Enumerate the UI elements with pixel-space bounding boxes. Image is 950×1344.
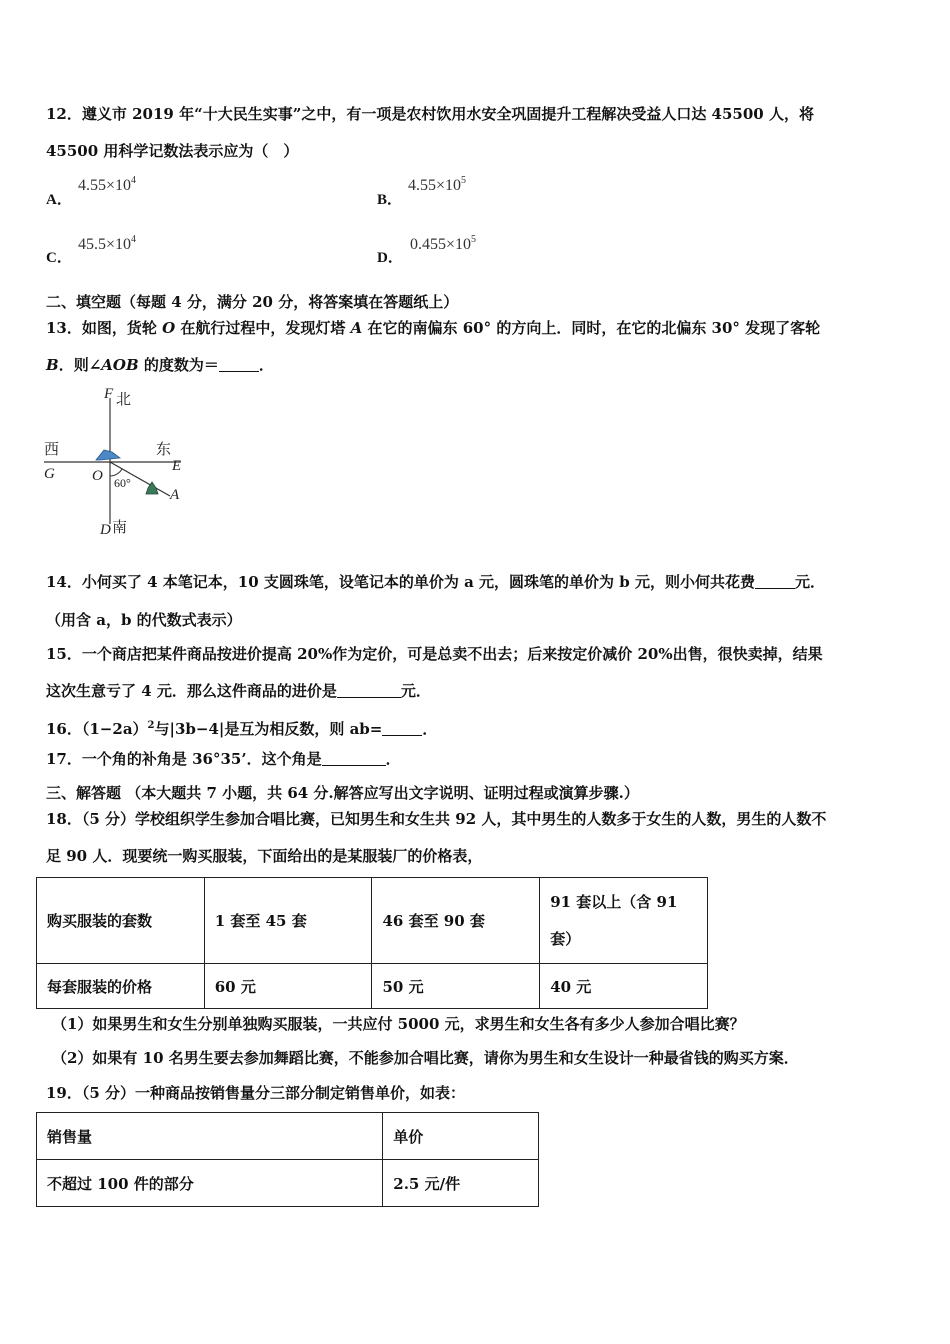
q13-line2: B．则∠AOB 的度数为＝ ． (46, 356, 274, 374)
label-E: E (172, 458, 182, 474)
q15-line2: 这次生意亏了 4 元．那么这件商品的进价是 元． (46, 682, 431, 700)
table-cell: 单价 (383, 1113, 539, 1160)
table-row (37, 1160, 539, 1207)
label-G: G (44, 466, 55, 482)
q13-line1: 13．如图，货轮 O 在航行过程中，发现灯塔 A 在它的南偏东 60° 的方向上．同时，在它的北偏东 30° 发现了客轮 (46, 319, 821, 337)
table-cell: 1 套至 45 套 (204, 878, 372, 964)
section3-heading: 三、解答题 （本大题共 7 小题，共 64 分.解答应写出文字说明、证明过程或演算步骤.） (46, 784, 639, 802)
table-cell: 60 元 (204, 964, 372, 1009)
table-cell: 每套服装的价格 (37, 964, 205, 1009)
q15-line1: 15．一个商店把某件商品按进价提高 20%作为定价，可是总卖不出去；后来按定价减价 20%出售，很快卖掉，结果 (46, 645, 823, 663)
q12-option-d-letter: D． (377, 250, 403, 266)
q18-line2: 足 90 人．现要统一购买服装，下面给出的是某服装厂的价格表， (46, 847, 483, 865)
table-cell: 46 套至 90 套 (372, 878, 540, 964)
q14-line1: 14．小何买了 4 本笔记本，10 支圆珠笔，设笔记本的单价为 a 元，圆珠笔的单价为 b 元，则小何共花费 元． (46, 573, 825, 591)
answer-blank[interactable] (337, 683, 401, 698)
q12-option-c-value: $45.5\times 10^4$ (78, 234, 137, 253)
q14-line2: （用含 a，b 的代数式表示） (46, 611, 242, 629)
answer-blank[interactable] (322, 751, 386, 766)
compass-diagram (40, 384, 200, 544)
table-row (37, 878, 708, 964)
q19-price-table (36, 1112, 539, 1207)
label-O: O (92, 468, 103, 484)
q16-line: 16．$(1-2a)^2$与|3b−4|是互为相反数，则 ab= ． (46, 720, 438, 738)
q12-line1: 12．遵义市 2019 年“十大民生实事”之中，有一项是农村饮用水安全巩固提升工程解决受益人口达 45500 人，将 (46, 105, 814, 123)
angle-arc (110, 469, 122, 476)
answer-blank[interactable] (382, 721, 422, 736)
q18-sub1: （1）如果男生和女生分别单独购买服装，一共应付 5000 元，求男生和女生各有多少人参加合唱比赛？ (52, 1015, 745, 1033)
q12-option-c-letter: C． (46, 250, 72, 266)
label-angle: 60° (114, 476, 131, 490)
label-A: A (170, 487, 180, 503)
q12-option-b-letter: B． (377, 192, 403, 208)
q18-sub2: （2）如果有 10 名男生要去参加舞蹈比赛，不能参加合唱比赛，请你为男生和女生设计一种最省钱的购买方案． (52, 1049, 799, 1067)
table-cell: 40 元 (540, 964, 708, 1009)
q18-line1: 18．（5 分）学校组织学生参加合唱比赛，已知男生和女生共 92 人，其中男生的人数多于女生的人数，男生的人数不 (46, 810, 827, 828)
answer-blank[interactable] (755, 574, 795, 589)
table-cell: 2.5 元/件 (383, 1160, 539, 1207)
q19-line1: 19．（5 分）一种商品按销售量分三部分制定销售单价，如表： (46, 1084, 466, 1102)
label-west: 西 (44, 442, 60, 458)
answer-blank[interactable] (219, 357, 259, 372)
q12-line2: 45500 用科学记数法表示应为（ ） (46, 142, 299, 160)
q12-option-a-value: $4.55\times 10^4$ (78, 175, 137, 194)
section2-heading: 二、填空题（每题 4 分，满分 20 分，将答案填在答题纸上） (46, 293, 459, 311)
label-F: F (104, 386, 114, 402)
label-north: 北 (116, 392, 132, 408)
ship-icon (96, 450, 120, 460)
q12-option-b-value: $4.55\times 10^5$ (408, 175, 467, 194)
q17-line: 17．一个角的补角是 36°35’．这个角是 ． (46, 750, 401, 768)
label-south: 南 (112, 520, 128, 536)
table-row (37, 964, 708, 1009)
table-row (37, 1113, 539, 1160)
q12-option-a-letter: A． (46, 192, 72, 208)
table-cell: 50 元 (372, 964, 540, 1009)
table-cell: 91 套以上（含 91 套） (540, 878, 708, 964)
q12-option-d-value: $0.455\times 10^5$ (410, 234, 477, 253)
table-cell: 不超过 100 件的部分 (37, 1160, 383, 1207)
table-cell: 销售量 (37, 1113, 383, 1160)
q18-price-table (36, 877, 708, 1009)
table-cell: 购买服装的套数 (37, 878, 205, 964)
label-east: 东 (156, 442, 172, 458)
label-D: D (100, 522, 111, 538)
